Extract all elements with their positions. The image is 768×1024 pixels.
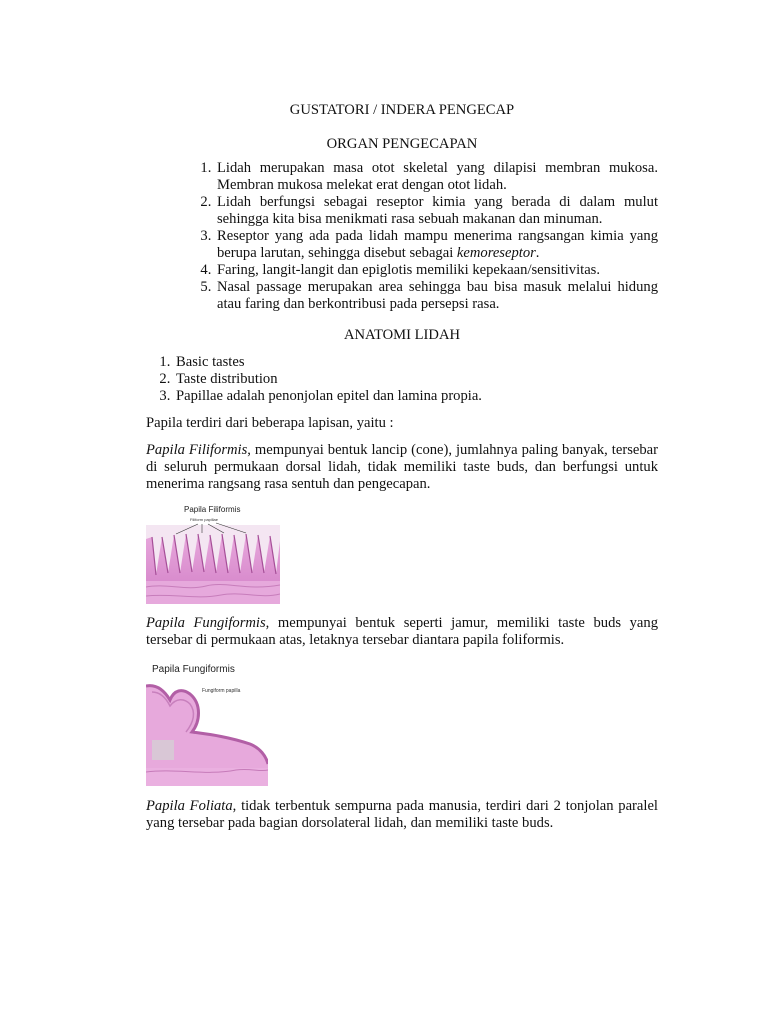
filiformis-figure	[146, 501, 280, 604]
filiformis-term: Papila Filiformis	[146, 442, 248, 458]
list-item: 1. Basic tastes	[174, 354, 658, 371]
list-item: 2. Taste distribution	[174, 371, 658, 388]
list-item: 3. Papillae adalah penonjolan epitel dan lamina propia.	[174, 388, 658, 405]
section-heading-organ-pengecapan: ORGAN PENGECAPAN	[326, 136, 478, 152]
fungiformis-figure-label: Fungiform papilla	[202, 688, 241, 694]
list-item: 1. Lidah merupakan masa otot skeletal yang dilapisi membran mukosa. Membran mukosa melekat erat dengan otot lidah.	[215, 160, 658, 194]
intro-paragraph: Papila terdiri dari beberapa lapisan, yaitu :	[146, 415, 394, 431]
filiformis-paragraph	[146, 442, 658, 493]
list-item-text: Reseptor yang ada pada lidah mampu menerima rangsangan kimia yang berupa larutan, sehingga disebut sebagai	[217, 228, 658, 261]
list-item	[215, 228, 658, 262]
document-content	[146, 102, 658, 832]
fungiformis-figure-title: Papila Fungiformis	[152, 664, 235, 675]
foliata-paragraph	[146, 798, 658, 832]
list-item: 2. Lidah berfungsi sebagai reseptor kimia yang berada di dalam mulut sehingga kita bisa menikmati rasa sebuah makanan dan minuman.	[215, 194, 658, 228]
filiformis-figure-title: Papila Filiformis	[184, 505, 241, 514]
filiformis-figure-label: Filiform papillae	[190, 517, 219, 522]
fungiformis-term: Papila Fungiformis	[146, 615, 266, 631]
list-item: 4. Faring, langit-langit dan epiglotis memiliki kepekaan/sensitivitas.	[215, 262, 658, 279]
organ-pengecapan-list	[146, 160, 658, 313]
list-item-italic-term: kemoreseptor	[456, 245, 536, 261]
fungiformis-figure	[146, 660, 268, 786]
fungiformis-text: , mempunyai bentuk seperti jamur, memiliki taste buds yang tersebar di permukaan atas, letaknya tersebar diantara papila foliformis.	[146, 615, 658, 648]
fungiformis-paragraph	[146, 615, 658, 649]
list-item: 5. Nasal passage merupakan area sehingga bau bisa masuk melalui hidung atau faring dan berkontribusi pada persepsi rasa.	[215, 279, 658, 313]
document-title: GUSTATORI / INDERA PENGECAP	[289, 102, 515, 118]
filiformis-text: , mempunyai bentuk lancip (cone), jumlahnya paling banyak, tersebar di seluruh permukaan dorsal lidah, tidak memiliki taste buds, dan berfungsi untuk menerima rangsang rasa sentuh dan pengecapan.	[146, 442, 658, 492]
anatomi-lidah-list	[146, 354, 658, 405]
section-heading-anatomi-lidah: ANATOMI LIDAH	[343, 327, 461, 343]
list-item-end: .	[535, 245, 540, 261]
foliata-term: Papila Foliata	[146, 798, 233, 814]
foliata-text: , tidak terbentuk sempurna pada manusia, terdiri dari 2 tonjolan paralel yang tersebar pada bagian dorsolateral lidah, dan memiliki taste buds.	[146, 798, 658, 831]
fungiformis-micrograph	[146, 660, 268, 786]
